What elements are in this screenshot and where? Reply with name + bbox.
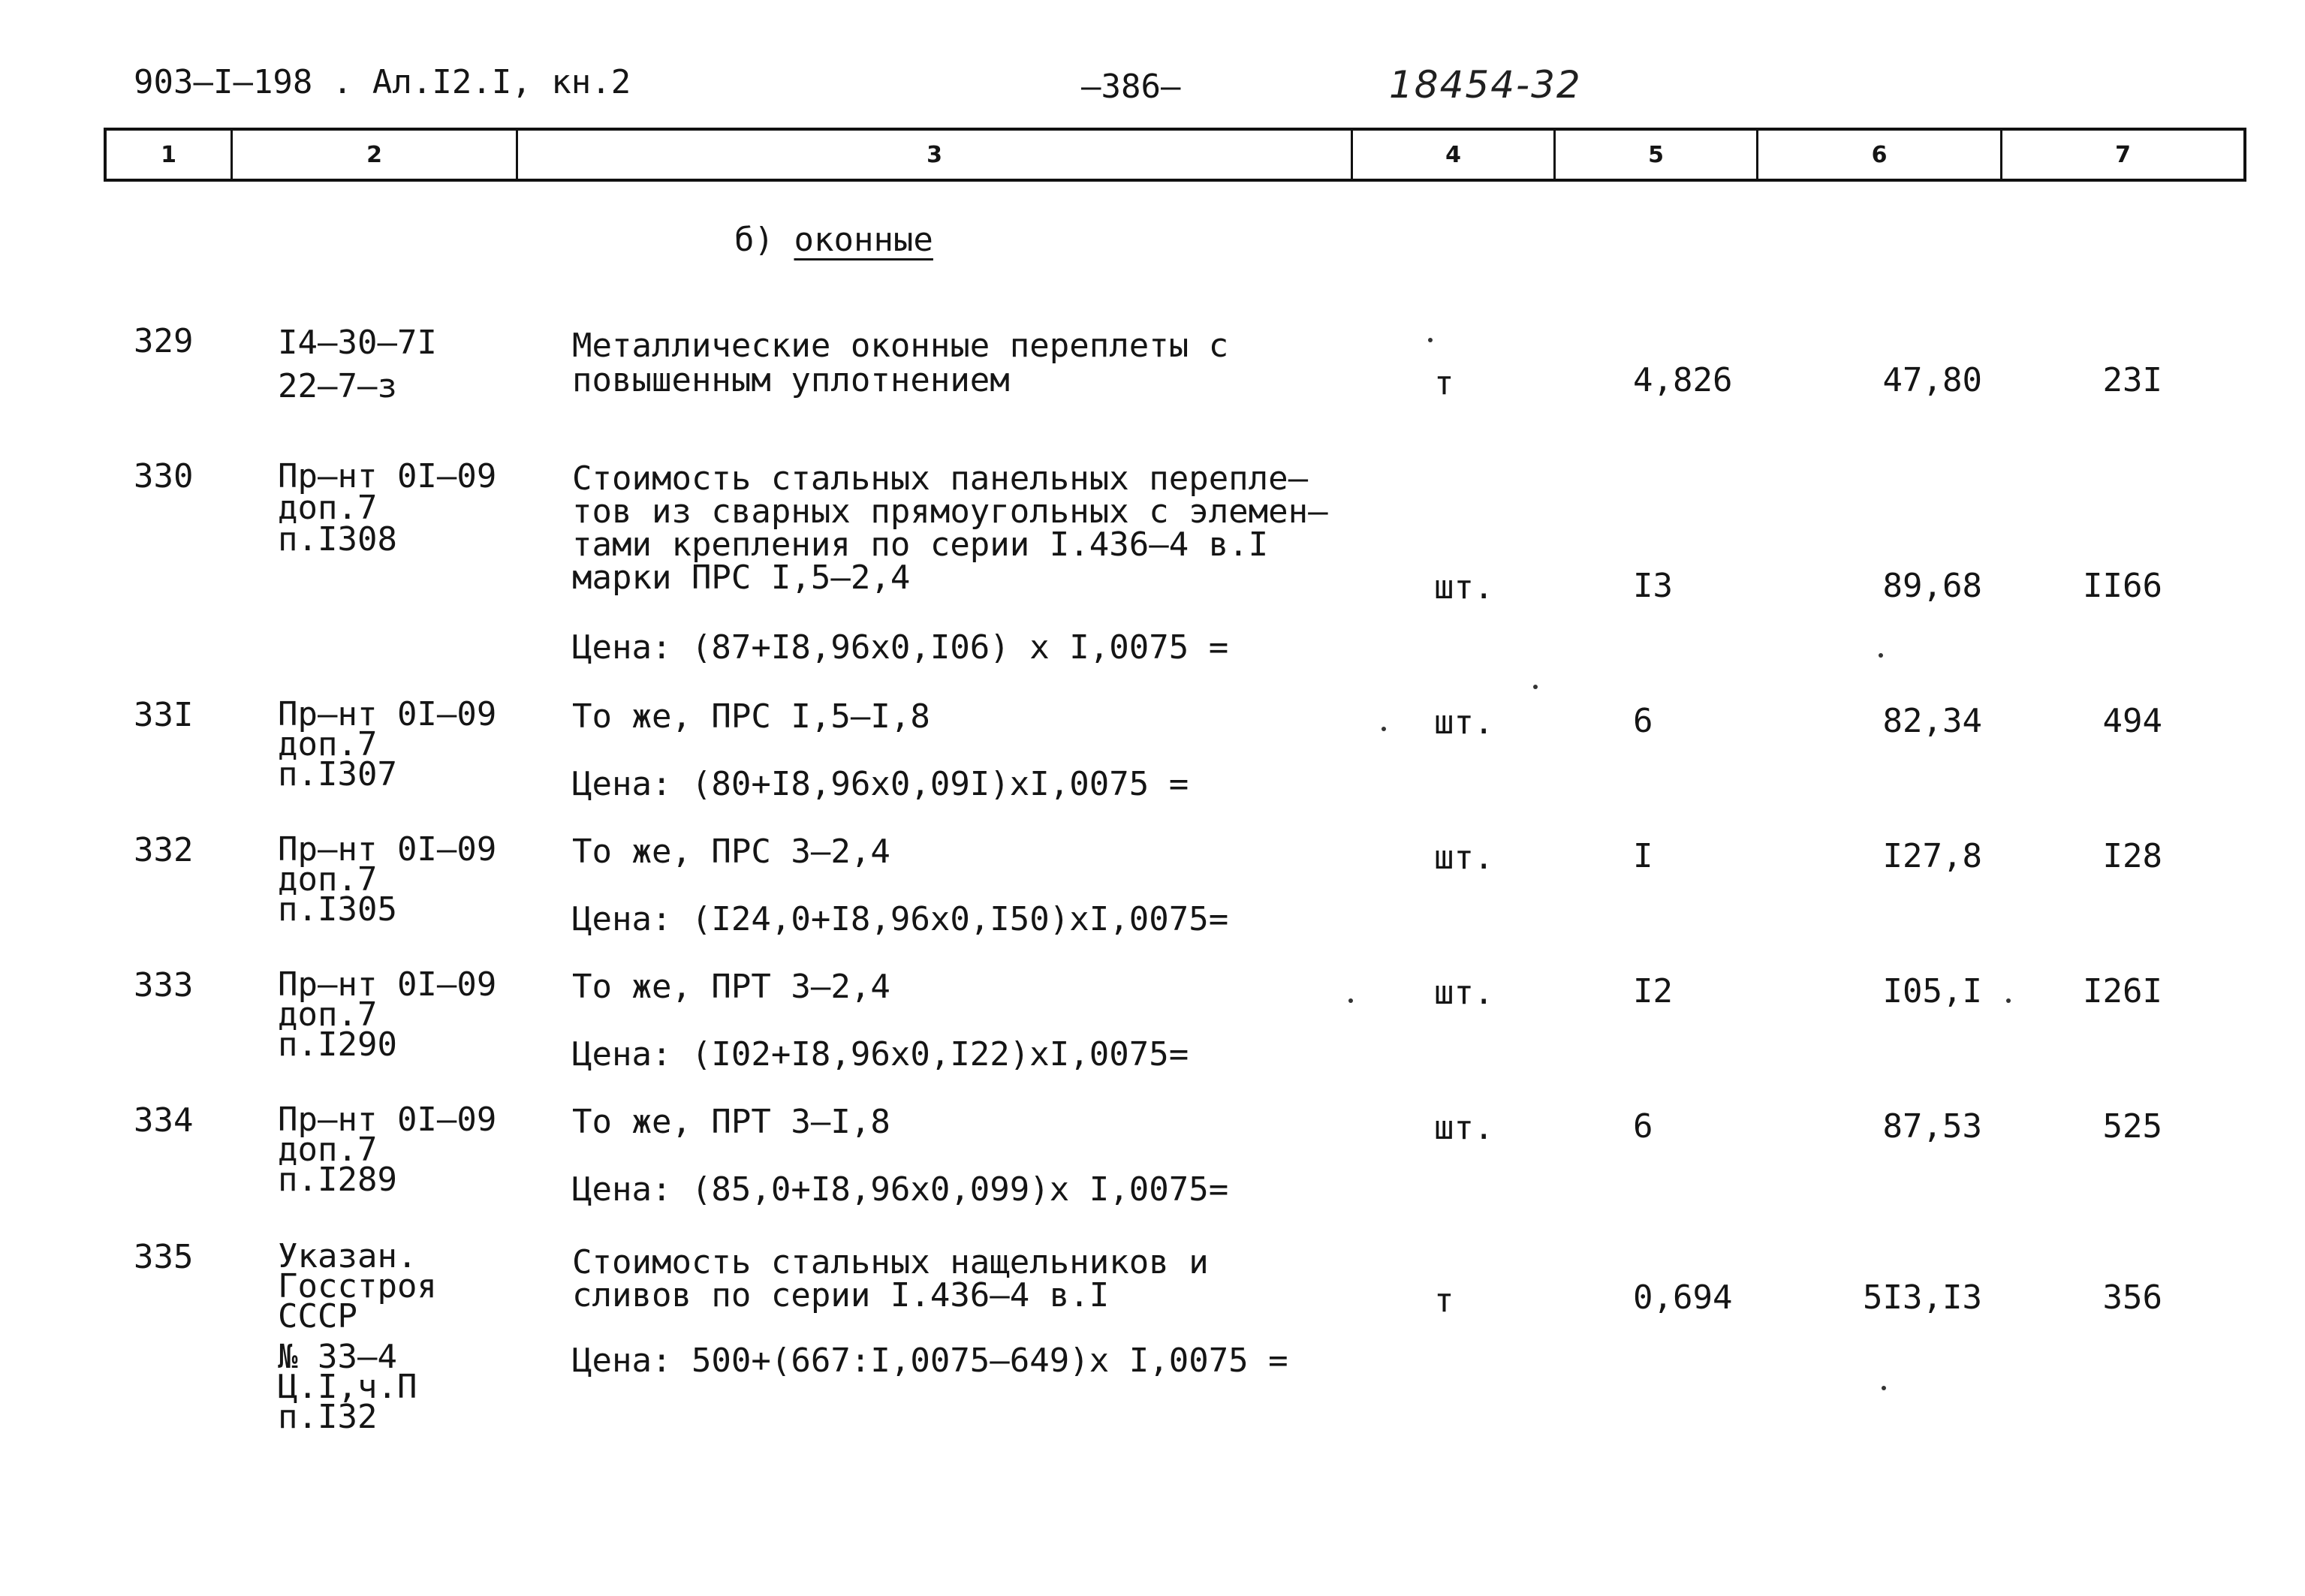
code-line: СССР bbox=[278, 1297, 357, 1336]
scan-speck bbox=[1879, 653, 1883, 658]
scan-speck bbox=[1348, 998, 1353, 1003]
row-description bbox=[572, 459, 1328, 597]
code-line: Пр–нт 0I–09 bbox=[278, 830, 497, 869]
description-line: То же, ПРТ 3–I,8 bbox=[572, 1103, 890, 1141]
row-quantity: 6 bbox=[1633, 1107, 1653, 1146]
row-unit: шт. bbox=[1434, 568, 1494, 607]
row-description bbox=[572, 835, 890, 869]
description-line: сливов по серии I.436–4 в.I bbox=[572, 1276, 1110, 1314]
row-quantity: I bbox=[1633, 837, 1653, 875]
code-line: доп.7 bbox=[278, 995, 378, 1034]
row-quantity: 0,694 bbox=[1633, 1278, 1733, 1317]
row-unit-price: I05,I bbox=[1882, 972, 1982, 1010]
document-reference: 903–I–198 . Ал.I2.I, кн.2 bbox=[134, 63, 631, 101]
row-unit: шт. bbox=[1434, 839, 1494, 877]
scan-speck bbox=[1533, 685, 1538, 689]
code-line: доп.7 bbox=[278, 725, 378, 763]
page-number: —386— bbox=[1081, 68, 1181, 106]
row-description bbox=[572, 329, 1228, 398]
section-marker: б) bbox=[734, 221, 774, 259]
row-total: 494 bbox=[2102, 702, 2162, 740]
code-line: п.I308 bbox=[278, 520, 397, 559]
column-header-1: 1 bbox=[107, 131, 233, 179]
row-price-formula: Цена: (85,0+I8,96х0,099)х I,0075= bbox=[572, 1170, 1229, 1209]
handwritten-code: 18454-32 bbox=[1389, 63, 1582, 107]
row-unit-price: 89,68 bbox=[1882, 567, 1982, 605]
scan-speck bbox=[1882, 1386, 1886, 1390]
row-unit: шт. bbox=[1434, 1109, 1494, 1147]
row-quantity: I3 bbox=[1633, 567, 1673, 605]
row-code bbox=[278, 830, 497, 929]
row-price-formula: Цена: 500+(667:I,0075–649)х I,0075 = bbox=[572, 1342, 1288, 1380]
code-line: I4–30–7I bbox=[278, 324, 437, 362]
row-price-formula: Цена: (87+I8,96х0,I06) х I,0075 = bbox=[572, 628, 1229, 667]
code-line: п.I289 bbox=[278, 1161, 397, 1199]
column-header-row bbox=[104, 128, 2246, 182]
description-line: То же, ПРС I,5–I,8 bbox=[572, 697, 930, 736]
row-description bbox=[572, 970, 890, 1004]
code-line: п.I32 bbox=[278, 1398, 378, 1436]
row-total: 525 bbox=[2102, 1107, 2162, 1146]
row-total: 356 bbox=[2102, 1278, 2162, 1317]
description-line: тами крепления по серии I.436–4 в.I bbox=[572, 525, 1269, 564]
code-line: 22–7–з bbox=[278, 367, 397, 405]
row-number: 335 bbox=[134, 1238, 194, 1276]
code-line: Пр–нт 0I–09 bbox=[278, 695, 497, 733]
row-description bbox=[572, 697, 930, 736]
description-line: марки ПРС I,5–2,4 bbox=[572, 559, 911, 597]
row-total: 23I bbox=[2102, 361, 2162, 399]
row-unit-price: 47,80 bbox=[1882, 361, 1982, 399]
code-line: Пр–нт 0I–09 bbox=[278, 1101, 497, 1139]
row-code bbox=[278, 965, 497, 1064]
code-line: п.I307 bbox=[278, 755, 397, 793]
description-line: То же, ПРТ 3–2,4 bbox=[572, 968, 890, 1006]
row-total: I28 bbox=[2102, 837, 2162, 875]
row-total: I26I bbox=[2083, 972, 2162, 1010]
column-header-4: 4 bbox=[1353, 131, 1556, 179]
description-line: Стоимость стальных панельных перепле– bbox=[572, 459, 1309, 498]
scan-speck bbox=[2006, 998, 2011, 1003]
row-price-formula: Цена: (80+I8,96х0,09I)хI,0075 = bbox=[572, 765, 1189, 803]
scan-speck bbox=[1381, 727, 1386, 731]
description-line: То же, ПРС 3–2,4 bbox=[572, 833, 890, 871]
row-description bbox=[572, 1105, 890, 1140]
code-line: доп.7 bbox=[278, 860, 378, 899]
code-line: Пр–нт 0I–09 bbox=[278, 965, 497, 1004]
description-line: тов из сварных прямоугольных с элемен– bbox=[572, 492, 1328, 531]
description-line: повышенным уплотнением bbox=[572, 361, 1010, 399]
row-code bbox=[278, 1101, 497, 1199]
code-line: Указан. bbox=[278, 1237, 417, 1275]
row-unit-price: I27,8 bbox=[1882, 837, 1982, 875]
code-line: № 33–4 bbox=[278, 1338, 397, 1376]
column-header-5: 5 bbox=[1556, 131, 1758, 179]
row-unit-price: 82,34 bbox=[1882, 702, 1982, 740]
code-line: доп.7 bbox=[278, 1131, 378, 1169]
code-line: Госстроя bbox=[278, 1267, 437, 1305]
row-unit: шт. bbox=[1434, 974, 1494, 1012]
row-number: 330 bbox=[134, 457, 194, 495]
section-label: оконные bbox=[794, 221, 933, 259]
row-price-formula: Цена: (I24,0+I8,96х0,I50)хI,0075= bbox=[572, 900, 1229, 938]
row-number: 329 bbox=[134, 322, 194, 360]
code-line: п.I290 bbox=[278, 1025, 397, 1064]
column-header-2: 2 bbox=[233, 131, 518, 179]
row-total: II66 bbox=[2083, 567, 2162, 605]
row-code bbox=[278, 695, 497, 793]
row-quantity: I2 bbox=[1633, 972, 1673, 1010]
row-unit: шт. bbox=[1434, 703, 1494, 742]
row-number: 334 bbox=[134, 1101, 194, 1140]
row-number: 33I bbox=[134, 696, 194, 734]
row-description bbox=[572, 1243, 1209, 1314]
row-unit: т bbox=[1434, 364, 1454, 402]
row-number: 332 bbox=[134, 831, 194, 869]
column-header-6: 6 bbox=[1758, 131, 2002, 179]
section-title bbox=[734, 221, 933, 259]
row-unit-price: 87,53 bbox=[1882, 1107, 1982, 1146]
row-code bbox=[278, 1237, 437, 1436]
row-code bbox=[278, 326, 437, 404]
row-code bbox=[278, 457, 497, 559]
row-price-formula: Цена: (I02+I8,96х0,I22)хI,0075= bbox=[572, 1035, 1189, 1074]
row-unit: т bbox=[1434, 1281, 1454, 1320]
description-line: Стоимость стальных нащельников и bbox=[572, 1243, 1209, 1281]
column-header-7: 7 bbox=[2115, 141, 2131, 168]
row-quantity: 4,826 bbox=[1633, 361, 1733, 399]
scan-speck bbox=[1428, 338, 1433, 342]
row-quantity: 6 bbox=[1633, 702, 1653, 740]
row-number: 333 bbox=[134, 966, 194, 1004]
code-line: Ц.I,ч.П bbox=[278, 1368, 417, 1406]
row-unit-price: 5I3,I3 bbox=[1863, 1278, 1982, 1317]
description-line: Металлические оконные переплеты с bbox=[572, 327, 1229, 365]
code-line: Пр–нт 0I–09 bbox=[278, 457, 497, 495]
column-header-3: 3 bbox=[518, 131, 1353, 179]
code-line: доп.7 bbox=[278, 489, 378, 527]
code-line: п.I305 bbox=[278, 890, 397, 929]
